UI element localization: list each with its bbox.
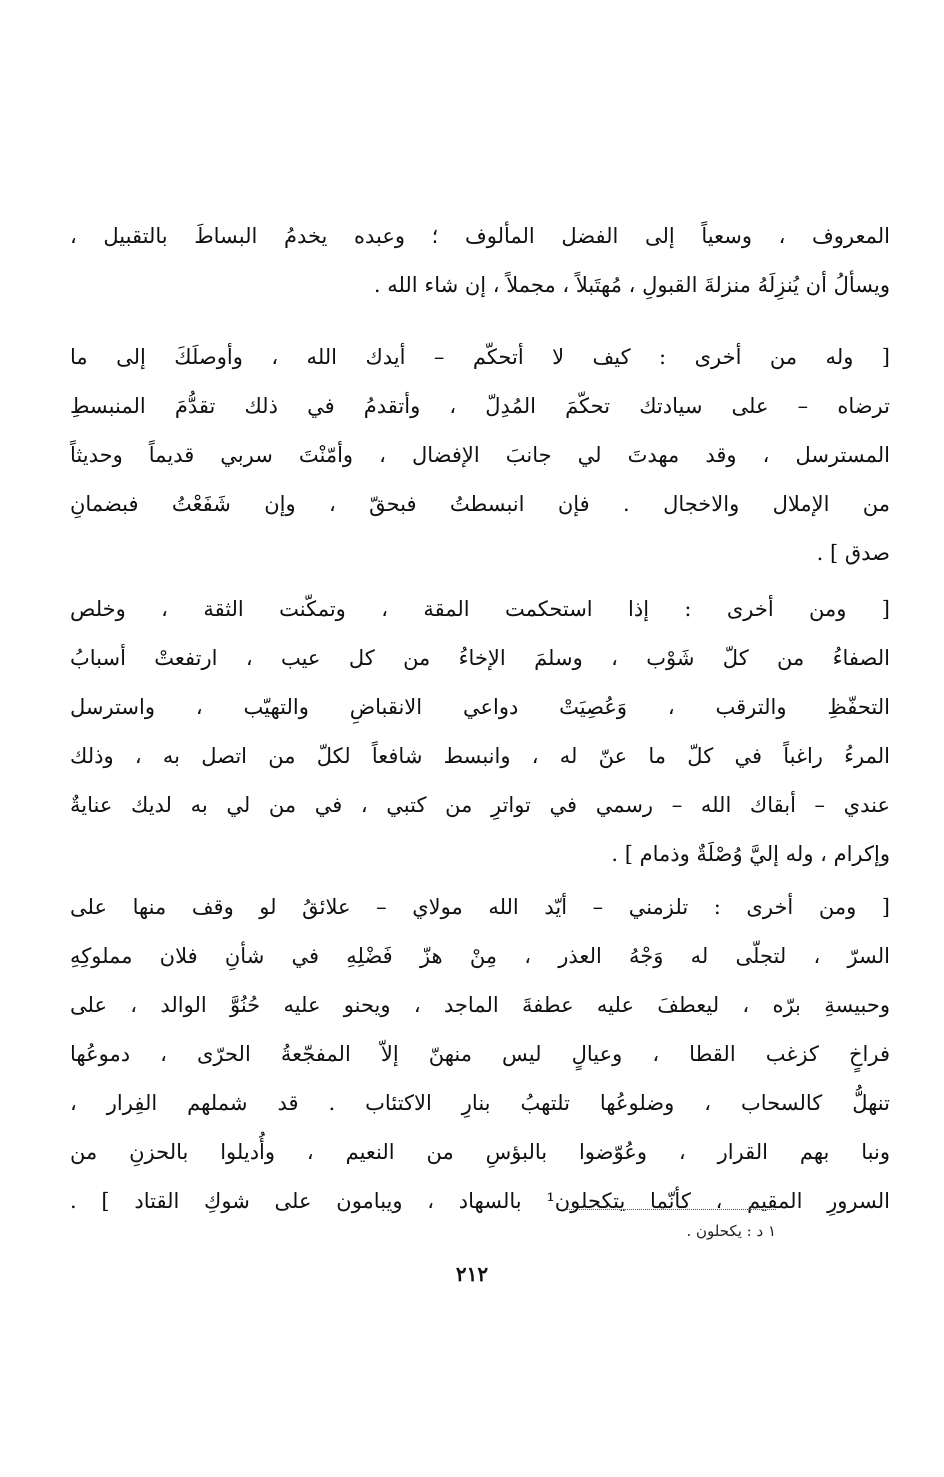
text-line: السرّ ، لتجلّى له وَجْهُ العذر ، مِنْ هزّ فَضْلِهِ في شأنِ فلان مملوكِهِ: [70, 944, 890, 968]
page-number: ٢١٢: [455, 1262, 489, 1286]
paragraph-3: [70, 585, 890, 879]
paragraph-4: [70, 883, 890, 1226]
text-line: عندي – أبقاك الله – رسمي في تواترِ من كتبي ، في من لي به لديك عنايةٌ: [70, 793, 890, 817]
text-line: وحبيسةِ برّه ، ليعطفَ عليه عطفةَ الماجد ، ويحنو عليه حُنُوَّ الوالد ، على: [70, 993, 890, 1017]
text-line: [ ومن أخرى : تلزمني – أيّد الله مولاي – علائقُ لو وقف منها على: [70, 895, 890, 919]
text-line: فراخٍ كزغب القطا ، وعيالٍ ليس منهنّ إلاّ المفجّعةُ الحرّى ، دموعُها: [70, 1042, 890, 1066]
text-line: صدق ] .: [816, 541, 890, 565]
text-line: تنهلُّ كالسحاب ، وضلوعُها تلتهبُ بنارِ الاكتئاب . قد شملهم الفِرار ،: [70, 1091, 890, 1115]
text-line: التحفّظِ والترقب ، وَعُصِيَتْ دواعي الانقباضِ والتهيّب ، واسترسل: [70, 695, 890, 719]
paragraph-2: [70, 333, 890, 578]
text-line: ويسألُ أن يُنزِلَهُ منزلةَ القبولِ ، مُهتَبلاً ، مجملاً ، إن شاء الله .: [373, 273, 890, 297]
footnote: ١ د : يكحلون .: [686, 1222, 776, 1240]
paragraph-1: [70, 212, 890, 310]
text-line: ونبا بهم القرار ، وعُوّضوا بالبؤسِ من النعيم ، وأُديلوا بالحزنِ من: [70, 1140, 890, 1164]
footnote-divider: [566, 1209, 776, 1210]
text-line: الصفاءُ من كلّ شَوْب ، وسلمَ الإخاءُ من كل عيب ، ارتفعتْ أسبابُ: [70, 646, 890, 670]
text-line: [ وله من أخرى : كيف لا أتحكّم – أيدك الله ، وأوصلَكَ إلى ما: [70, 345, 890, 369]
text-line: المسترسل ، وقد مهدتَ لي جانبَ الإفضال ، وأمّنْتَ سربي قديماً وحديثاً: [70, 443, 890, 467]
text-line: ترضاه – على سيادتك تحكّمَ المُدِلّ ، وأتقدمُ في ذلك تقدُّمَ المنبسطِ: [70, 394, 890, 418]
text-line: من الإملال والاخجال . فإن انبسطتُ فبحقّ ، وإن شَفَعْتُ فبضمانِ: [70, 492, 890, 516]
text-line: المرءُ راغباً في كلّ ما عنّ له ، وانبسط شافعاً لكلّ من اتصل به ، وذلك: [70, 744, 890, 768]
text-line: المعروف ، وسعياً إلى الفضل المألوف ؛ وعبده يخدمُ البساطَ بالتقبيل ،: [70, 224, 890, 248]
text-line: السرورِ المقيم ، كأنّما يتكحلون¹ بالسهاد ، ويبامون على شوكِ القتاد ] .: [70, 1189, 890, 1213]
text-line: [ ومن أخرى : إذا استحكمت المقة ، وتمكّنت الثقة ، وخلص: [70, 597, 890, 621]
text-line: وإكرام ، وله إليَّ وُصْلَةٌ وذمام ] .: [611, 842, 890, 866]
